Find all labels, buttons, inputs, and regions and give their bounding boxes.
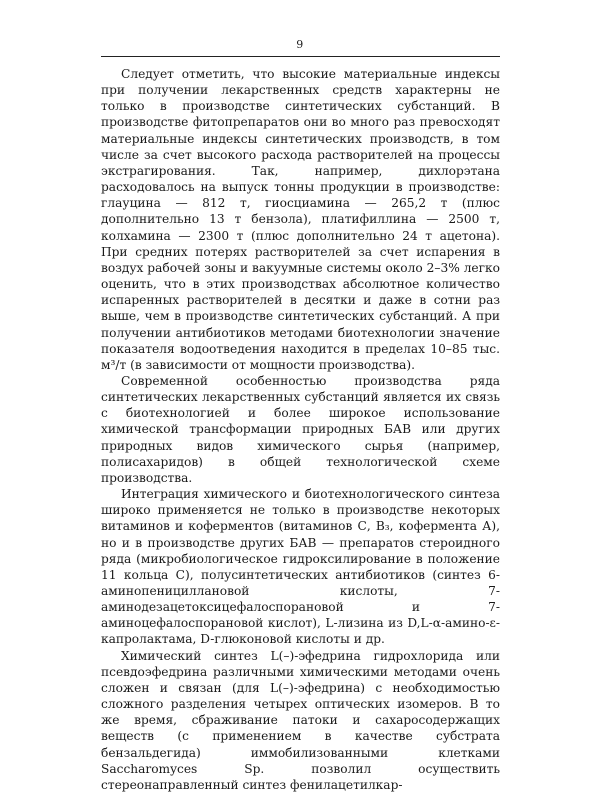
page-number: 9	[296, 38, 304, 51]
header-rule	[101, 56, 500, 57]
paragraph-solvent-consumption: Следует отметить, что высокие материальные индексы при получении лекарственных средств характерны не только в производстве синтетических субстанций. В производстве фитопрепаратов они во много раз превосходят материальные индексы синтетических производств, в том числе за счет высокого расхода растворителей на процессы экстрагирования. Так, например, дихлорэтана расходовалось на выпуск тонны продукции в производстве: глауцина — 812 т, гиосциамина — 265,2 т (плюс дополнительно 13 т бензола), платифиллина — 2500 т, колхамина — 2300 т (плюс дополнительно 24 т ацетона). При средних потерях растворителей за счет испарения в воздух рабочей зоны и вакуумные системы около 2–3% легко оценить, что в этих производствах абсолютное количество испаренных растворителей в десятки и даже в сотни раз выше, чем в производстве синтетических субстанций. А при получении антибиотиков методами биотехнологии значение показателя водоотведения находится в пределах 10–85 тыс. м³/т (в зависимости от мощности производства).	[101, 67, 500, 372]
paragraph-biotechnology-link: Современной особенностью производства ряда синтетических лекарственных субстанций является их связь с биотехнологией и более широкое использование химической трансформации природных БАВ или других природных видов химического сырья (например, полисахаридов) в общей технологической схеме производства.	[101, 373, 500, 485]
paragraph-ephedrine-synthesis: Химический синтез L(–)-эфедрина гидрохлорида или псевдоэфедрина различными химическими методами очень сложен и связан (для L(–)-эфедрина) с необходимостью сложного разделения четырех оптических изомеров. В то же время, сбраживание патоки и сахаросодержащих веществ (с применением в качестве субстрата бензальдегида) иммобилизованными клетками Saccharomyces Sp. позволил осуществить стереонаправленный синтез фенилацетилкар-	[101, 648, 500, 792]
body-text	[101, 66, 500, 793]
paragraph-chemical-biotech-integration: Интеграция химического и биотехнологического синтеза широко применяется не только в производстве некоторых витаминов и коферментов (витаминов С, B₃, кофермента А), но и в производстве других БАВ — препаратов стероидного ряда (микробиологическое гидроксилирование в положение 11 кольца С), полусинтетических антибиотиков (синтез 6-аминопенициллановой кислоты, 7-аминодезацетоксицефалоспорановой и 7-аминоцефалоспорановой кислот), L-лизина из D,L-α-амино-ε-капролактама, D-глюконовой кислоты и др.	[101, 487, 500, 647]
